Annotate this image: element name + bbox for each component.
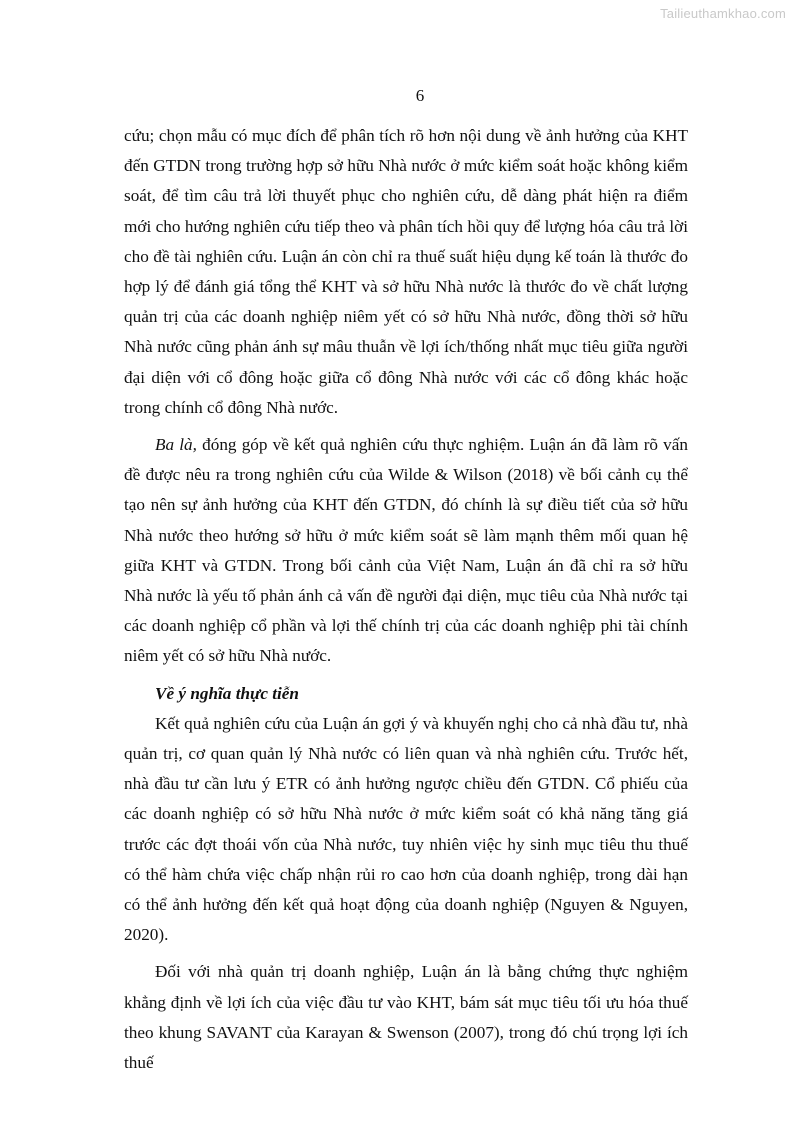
paragraph-contribution-third (124, 430, 688, 672)
page-number: 6 (415, 86, 425, 105)
section-heading: Về ý nghĩa thực tiễn (155, 683, 299, 703)
paragraph-lead: Ba là, (155, 435, 197, 455)
paragraph-managers: Đối với nhà quản trị doanh nghiệp, Luận án là bằng chứng thực nghiệm khẳng định về lợi ích của việc đầu tư vào KHT, bám sát mục tiêu tối ưu hóa thuế theo khung SAVANT của Karayan & Swenson (2007), trong đó chú trọng lợi ích thuế (124, 962, 688, 1073)
paragraph-practical-implications: Kết quả nghiên cứu của Luận án gợi ý và khuyến nghị cho cả nhà đầu tư, nhà quản trị, cơ quan quản lý Nhà nước có liên quan và nhà nghiên cứu. Trước hết, nhà đầu tư cần lưu ý ETR có ảnh hưởng ngược chiều đến GTDN. Cổ phiếu của các doanh nghiệp có sở hữu Nhà nước ở mức kiểm soát có khả năng tăng giá trước các đợt thoái vốn của Nhà nước, tuy nhiên việc hy sinh mục tiêu thu thuế có thể hàm chứa việc chấp nhận rủi ro cao hơn của doanh nghiệp, trong dài hạn có thể ảnh hưởng đến kết quả hoạt động của doanh nghiệp (Nguyen & Nguyen, 2020). (124, 713, 688, 945)
watermark: Tailieuthamkhao.com (660, 6, 786, 21)
paragraph-continued: cứu; chọn mẫu có mục đích để phân tích rõ hơn nội dung về ảnh hưởng của KHT đến GTDN trong trường hợp sở hữu Nhà nước ở mức kiểm soát hoặc không kiểm soát, để tìm câu trả lời thuyết phục cho nghiên cứu, dễ dàng phát hiện ra điểm mới cho hướng nghiên cứu tiếp theo và phân tích hồi quy để lượng hóa câu trả lời cho đề tài nghiên cứu. Luận án còn chỉ ra thuế suất hiệu dụng kế toán là thước đo hợp lý để đánh giá tổng thể KHT và sở hữu Nhà nước là thước đo về chất lượng quản trị của các doanh nghiệp niêm yết có sở hữu Nhà nước, đồng thời sở hữu Nhà nước cũng phản ánh sự mâu thuẫn về lợi ích/thống nhất mục tiêu giữa người đại diện với cổ đông hoặc giữa cổ đông Nhà nước với các cổ đông khác hoặc trong chính cổ đông Nhà nước. (124, 126, 688, 417)
document-body (124, 121, 688, 1078)
paragraph-text: đóng góp về kết quả nghiên cứu thực nghiệm. Luận án đã làm rõ vấn đề được nêu ra trong nghiên cứu của Wilde & Wilson (2018) về bối cảnh cụ thể tạo nên sự ảnh hưởng của KHT đến GTDN, đó chính là sự điều tiết của sở hữu Nhà nước theo hướng sở hữu ở mức kiểm soát sẽ làm mạnh thêm mối quan hệ giữa KHT và GTDN. Trong bối cảnh của Việt Nam, Luận án đã chỉ ra sở hữu Nhà nước là yếu tố phản ánh cả vấn đề người đại diện, mục tiêu của Nhà nước tại các doanh nghiệp cổ phần và lợi thế chính trị của các doanh nghiệp phi tài chính niêm yết có sở hữu Nhà nước. (124, 435, 689, 666)
